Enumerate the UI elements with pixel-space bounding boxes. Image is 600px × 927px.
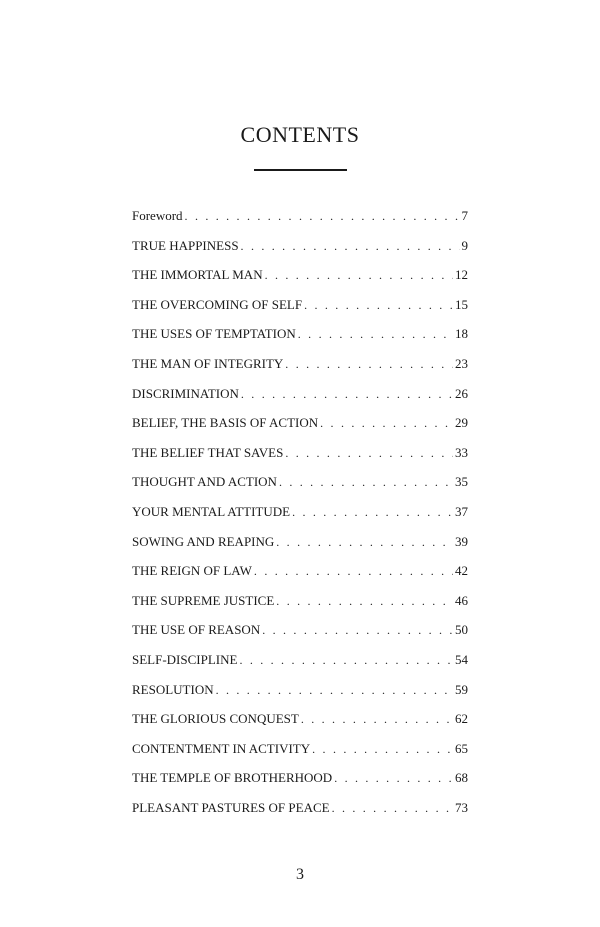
toc-entry [132, 441, 468, 471]
toc-entry [132, 411, 468, 441]
toc-entry [132, 618, 468, 648]
toc-entry [132, 234, 468, 264]
toc-entry-title: SELF-DISCIPLINE [132, 651, 238, 667]
toc-entry-page: 15 [455, 296, 468, 312]
toc-dot-leader [320, 411, 453, 435]
page-title: CONTENTS [240, 122, 360, 147]
toc-entry [132, 589, 468, 619]
toc-entry [132, 322, 468, 352]
toc-dot-leader [276, 589, 453, 613]
toc-entry-title: Foreword [132, 208, 183, 223]
toc-entry [132, 204, 468, 234]
toc-entry [132, 382, 468, 412]
toc-entry-page: 18 [455, 326, 468, 342]
toc-entry [132, 263, 468, 293]
toc-entry-title: THOUGHT AND ACTION [132, 474, 277, 490]
toc-entry-page: 9 [461, 237, 468, 253]
toc-entry-title: THE TEMPLE OF BROTHERHOOD [132, 770, 333, 786]
toc-entry-title: THE USE OF REASON [132, 622, 261, 638]
toc-entry-page: 23 [455, 355, 468, 371]
toc-dot-leader [279, 470, 453, 494]
toc-entry-page: 73 [455, 799, 468, 815]
toc-entry [132, 530, 468, 560]
toc-dot-leader [241, 234, 460, 258]
toc-entry [132, 293, 468, 323]
toc-entry-title: THE USES OF TEMPTATION [132, 326, 296, 342]
toc-entry [132, 648, 468, 678]
toc-dot-leader [285, 352, 453, 376]
toc-entry-title: DISCRIMINATION [132, 385, 239, 401]
toc-entry [132, 470, 468, 500]
toc-entry-page: 35 [455, 474, 468, 490]
toc-dot-leader [301, 707, 453, 731]
toc-entry-title: BELIEF, THE BASIS OF ACTION [132, 415, 319, 431]
toc-entry [132, 559, 468, 589]
toc-entry-page: 65 [455, 740, 468, 756]
toc-entry-page: 46 [455, 592, 468, 608]
toc-entry-page: 7 [461, 208, 468, 223]
toc-entry-title: RESOLUTION [132, 681, 214, 697]
toc-entry-title: THE IMMORTAL MAN [132, 267, 263, 283]
toc-entry [132, 500, 468, 530]
toc-entry-title: THE BELIEF THAT SAVES [132, 444, 284, 460]
toc-entry [132, 766, 468, 796]
toc-dot-leader [241, 382, 453, 406]
toc-entry-title: THE OVERCOMING OF SELF [132, 296, 303, 312]
toc-entry-page: 26 [455, 385, 468, 401]
toc-dot-leader [334, 766, 453, 790]
toc-entry-title: CONTENTMENT IN ACTIVITY [132, 740, 311, 756]
toc-entry-title: PLEASANT PASTURES OF PEACE [132, 799, 330, 815]
toc-entry-page: 37 [455, 503, 468, 519]
toc-dot-leader [262, 618, 453, 642]
toc-dot-leader [285, 441, 453, 465]
toc-dot-leader [265, 263, 453, 287]
toc-dot-leader [239, 648, 453, 672]
toc-entry-page: 29 [455, 415, 468, 431]
toc-entry-title: THE MAN OF INTEGRITY [132, 355, 284, 371]
toc-entry-page: 39 [455, 533, 468, 549]
toc-dot-leader [292, 500, 453, 524]
toc-entry [132, 796, 468, 826]
toc-entry-page: 54 [455, 651, 468, 667]
toc-entry-title: THE REIGN OF LAW [132, 563, 252, 579]
toc-entry-title: TRUE HAPPINESS [132, 237, 239, 253]
toc-entry-title: YOUR MENTAL ATTITUDE [132, 503, 291, 519]
toc-entry-page: 59 [455, 681, 468, 697]
toc-entry-page: 42 [455, 563, 468, 579]
toc-dot-leader [332, 796, 453, 820]
toc-entry [132, 707, 468, 737]
table-of-contents [132, 204, 468, 825]
toc-entry-title: THE SUPREME JUSTICE [132, 592, 275, 608]
toc-entry-page: 62 [455, 711, 468, 727]
toc-dot-leader [185, 204, 460, 228]
toc-dot-leader [216, 678, 453, 702]
toc-entry-title: SOWING AND REAPING [132, 533, 275, 549]
toc-entry [132, 737, 468, 767]
toc-entry-page: 33 [455, 444, 468, 460]
toc-entry-title: THE GLORIOUS CONQUEST [132, 711, 299, 727]
toc-entry-page: 68 [455, 770, 468, 786]
toc-dot-leader [276, 530, 453, 554]
toc-entry [132, 678, 468, 708]
title-underline-rule [254, 169, 347, 171]
toc-entry-page: 12 [455, 267, 468, 283]
page-number: 3 [296, 866, 304, 883]
toc-entry [132, 352, 468, 382]
toc-entry-page: 50 [455, 622, 468, 638]
toc-dot-leader [254, 559, 453, 583]
toc-dot-leader [298, 322, 453, 346]
toc-dot-leader [304, 293, 453, 317]
toc-dot-leader [312, 737, 453, 761]
